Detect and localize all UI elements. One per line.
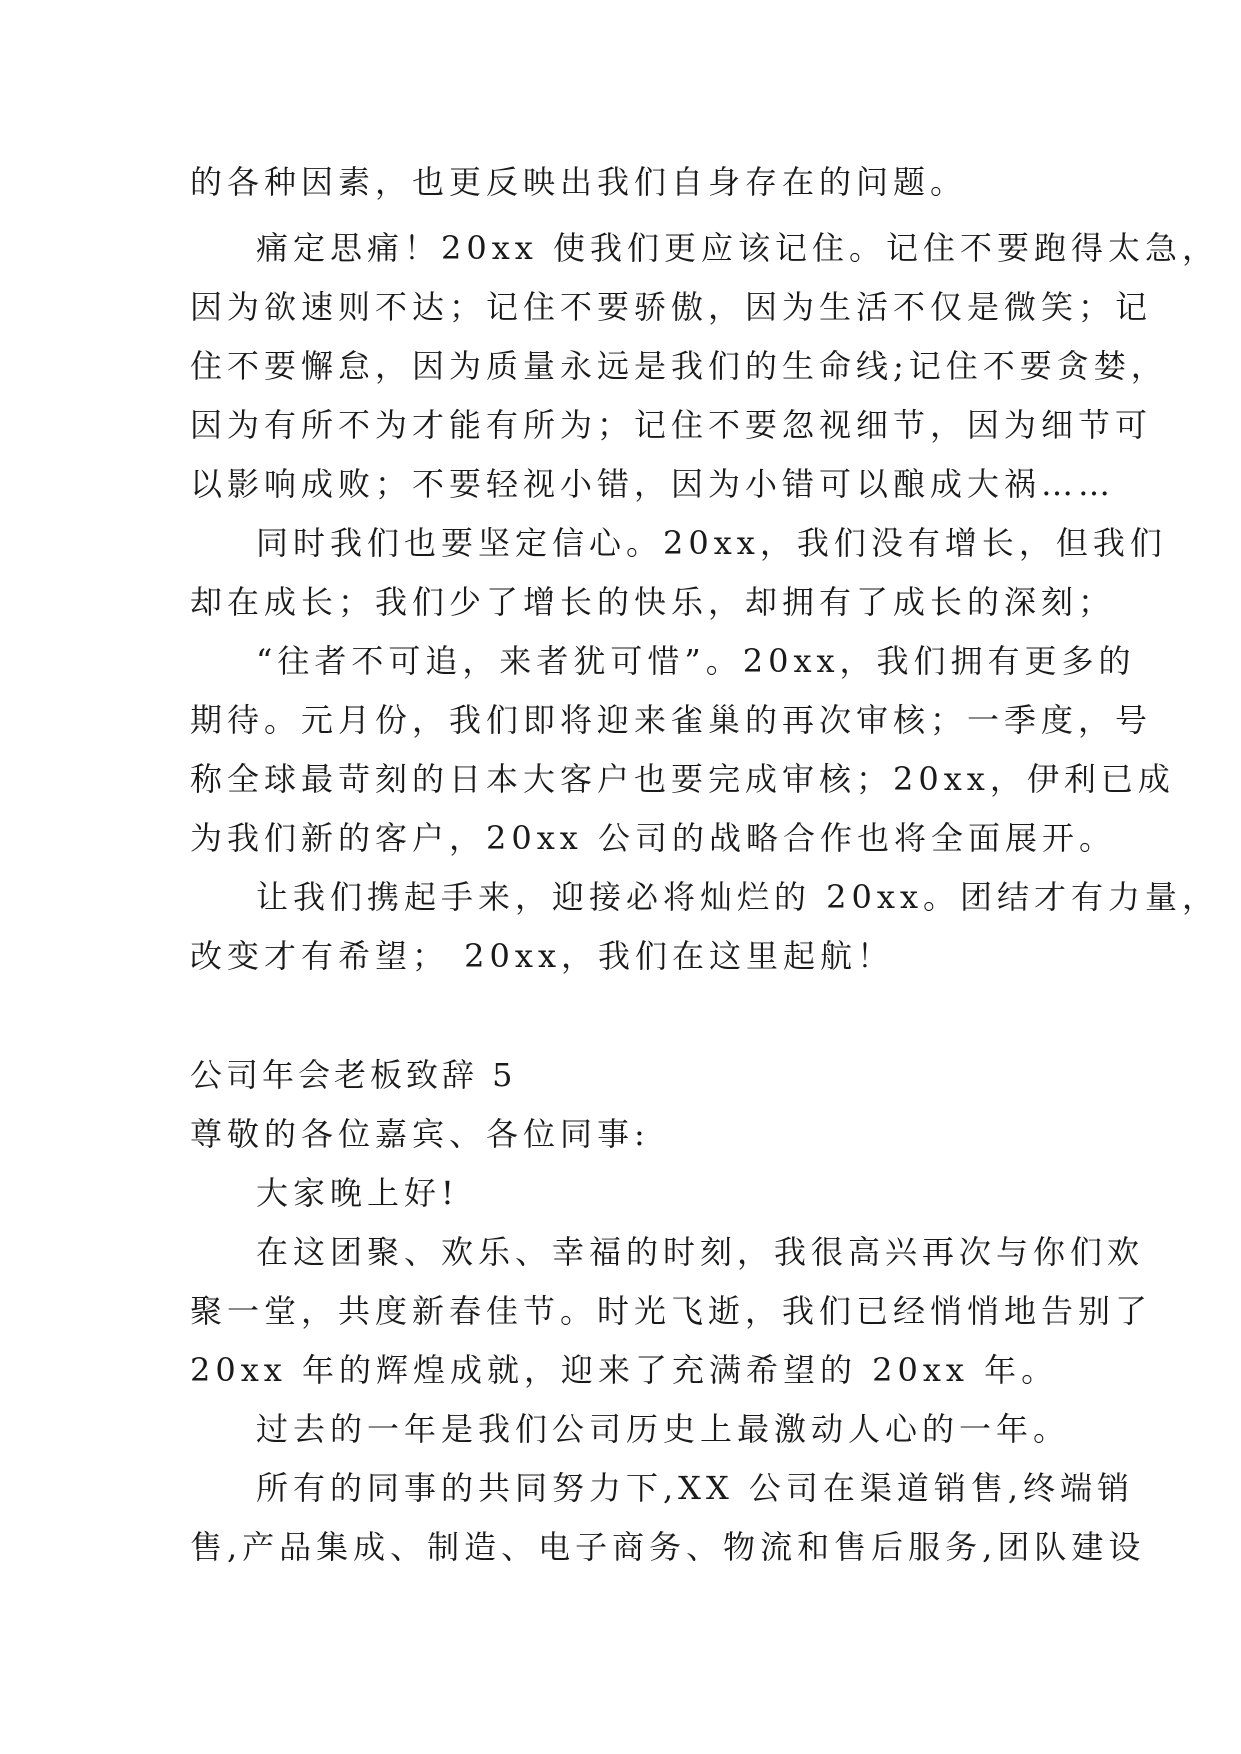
text-line: 因为有所不为才能有所为；记住不要忽视细节，因为细节可 bbox=[190, 406, 1153, 444]
text-line: 痛定思痛！20xx 使我们更应该记住。记住不要跑得太急， bbox=[256, 229, 1219, 267]
salutation: 尊敬的各位嘉宾、各位同事: bbox=[190, 1115, 650, 1153]
text-line: 因为欲速则不达；记住不要骄傲，因为生活不仅是微笑；记 bbox=[190, 288, 1153, 326]
text-line: 期待。元月份，我们即将迎来雀巢的再次审核；一季度，号 bbox=[190, 701, 1153, 739]
text-line: 同时我们也要坚定信心。20xx，我们没有增长，但我们 bbox=[256, 524, 1167, 562]
text-line: 的各种因素，也更反映出我们自身存在的问题。 bbox=[190, 163, 968, 201]
greeting: 大家晚上好! bbox=[256, 1174, 459, 1212]
text-line: 在这团聚、欢乐、幸福的时刻，我很高兴再次与你们欢 bbox=[256, 1233, 1145, 1271]
text-line: 以影响成败；不要轻视小错，因为小错可以酿成大祸…… bbox=[190, 465, 1116, 503]
text-line: 却在成长；我们少了增长的快乐，却拥有了成长的深刻； bbox=[190, 583, 1116, 621]
text-line: 过去的一年是我们公司历史上最激动人心的一年。 bbox=[256, 1410, 1071, 1448]
text-line: 住不要懈怠，因为质量永远是我们的生命线;记住不要贪婪， bbox=[190, 347, 1168, 385]
text-line: 让我们携起手来，迎接必将灿烂的 20xx。团结才有力量， bbox=[256, 878, 1219, 916]
text-line: 为我们新的客户，20xx 公司的战略合作也将全面展开。 bbox=[190, 819, 1116, 857]
text-line: 聚一堂，共度新春佳节。时光飞逝，我们已经悄悄地告别了 bbox=[190, 1292, 1153, 1330]
section-heading: 公司年会老板致辞 5 bbox=[190, 1056, 517, 1094]
text-line: 20xx 年的辉煌成就，迎来了充满希望的 20xx 年。 bbox=[190, 1351, 1059, 1389]
text-line: 改变才有希望； 20xx，我们在这里起航！ bbox=[190, 937, 894, 975]
text-line: “往者不可追，来者犹可惜”。20xx，我们拥有更多的 bbox=[256, 642, 1136, 680]
text-line: 所有的同事的共同努力下,XX 公司在渠道销售,终端销 bbox=[256, 1469, 1135, 1507]
text-line: 售,产品集成、制造、电子商务、物流和售后服务,团队建设 bbox=[190, 1528, 1146, 1566]
text-line: 称全球最苛刻的日本大客户也要完成审核；20xx，伊利已成 bbox=[190, 760, 1175, 798]
